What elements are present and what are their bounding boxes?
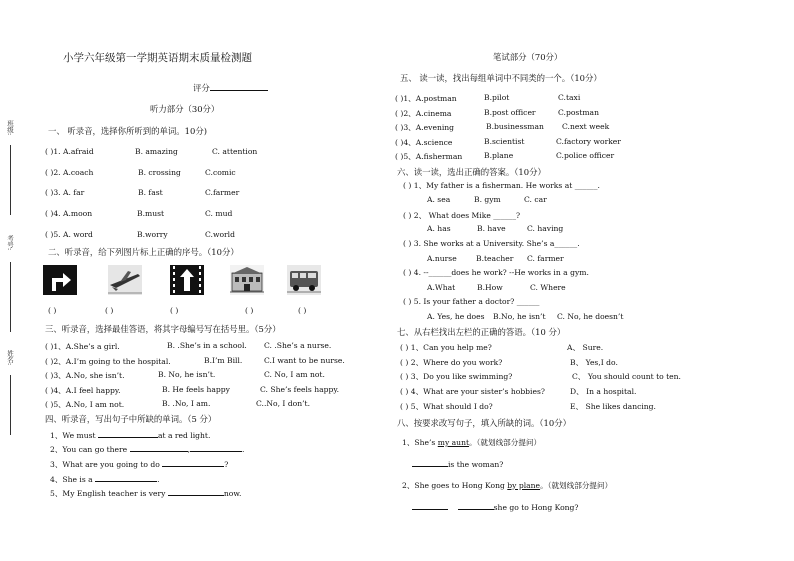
s6-q4-b: B.How bbox=[477, 283, 503, 292]
name-line bbox=[10, 375, 11, 435]
plane-picture bbox=[108, 265, 142, 295]
s3-row-4-b: B. He feels happy bbox=[162, 385, 230, 394]
pic-paren-4: ( ) bbox=[245, 306, 254, 315]
s8-q1-answer: is the woman? bbox=[412, 459, 503, 469]
s3-row-5-c: C..No, I don’t. bbox=[256, 399, 311, 408]
s4-row-3: 3、What are you going to do ? bbox=[50, 460, 229, 469]
bus-picture bbox=[287, 265, 321, 295]
s6-q5-a: A. Yes, he does bbox=[427, 312, 485, 321]
pic-paren-2: ( ) bbox=[105, 306, 114, 315]
s1-row-4-c: C. mud bbox=[205, 209, 233, 218]
section-6-heading: 六、读一读，选出正确的答案。（10分） bbox=[397, 167, 546, 177]
section-3-heading: 三、听录音，选择最佳答语，将其字母编号写在括号里。（5分） bbox=[45, 324, 281, 334]
s1-row-4: ( )4. A.moon bbox=[45, 209, 93, 218]
s6-q2-a: A. has bbox=[427, 224, 451, 233]
s5-row-4: ( )4、A.science bbox=[395, 138, 453, 147]
s7-row-2-left: ( ) 2、Where do you work? bbox=[400, 358, 503, 367]
s6-q2: ( ) 2、 What does Mike ______? bbox=[403, 211, 521, 220]
s3-row-2: ( )2、A.I’m going to the hospital. bbox=[45, 357, 171, 366]
s8-q2-answer: she go to Hong Kong? bbox=[412, 502, 578, 512]
s4-row-2: 2、You can go there , . bbox=[50, 445, 245, 454]
s3-row-5: ( )5、A.No, I am not. bbox=[45, 400, 125, 409]
s6-q3-c: C. farmer bbox=[527, 254, 564, 263]
s8-q1: 1、She’s my aunt。（就划线部分提问） bbox=[402, 438, 542, 447]
s5-row-5-c: C.police officer bbox=[556, 151, 615, 160]
score-text: 评分 bbox=[193, 83, 210, 93]
s3-row-4: ( )4、A.I feel happy. bbox=[45, 386, 121, 395]
section-4-heading: 四、听录音，写出句子中所缺的单词。（5 分） bbox=[45, 414, 217, 424]
s3-row-4-c: C. She’s feels happy. bbox=[260, 385, 340, 394]
building-picture bbox=[230, 265, 264, 295]
s7-row-1-right: A、 Sure. bbox=[567, 343, 604, 352]
s7-row-3-right: C、 You should count to ten. bbox=[572, 372, 681, 381]
class-line bbox=[10, 145, 11, 215]
s5-row-1: ( )1、A.postman bbox=[395, 94, 457, 103]
s6-q1-a: A. sea bbox=[427, 195, 451, 204]
s3-row-3-c: C. No, I am not. bbox=[264, 370, 325, 379]
name-label: 姓名: bbox=[6, 350, 14, 366]
s5-row-3-b: B.businessman bbox=[486, 122, 544, 131]
score-label bbox=[193, 82, 268, 94]
s7-row-1-left: ( ) 1、Can you help me? bbox=[400, 343, 492, 352]
number-label: 考号: bbox=[6, 235, 14, 251]
s6-q4: ( ) 4. --______does he work? --He works in a gym. bbox=[403, 268, 589, 277]
s6-q2-b: B. have bbox=[477, 224, 506, 233]
s1-row-5-c: C.world bbox=[205, 230, 235, 239]
section-5-heading: 五、 读一读，找出每组单词中不同类的一个。（10分） bbox=[400, 73, 602, 83]
s1-row-1-c: C. attention bbox=[212, 147, 258, 156]
s1-row-5-b: B.worry bbox=[137, 230, 168, 239]
s4-row-4: 4、She is a . bbox=[50, 475, 160, 484]
s3-row-5-b: B. .No, I am. bbox=[162, 399, 211, 408]
class-label: 班级: bbox=[6, 120, 14, 136]
section-8-heading: 八、按要求改写句子，填入所缺的词。（10分） bbox=[397, 418, 571, 428]
go-straight-sign-picture bbox=[170, 265, 204, 295]
s3-row-3-b: B. No, he isn’t. bbox=[158, 370, 216, 379]
s1-row-3: ( )3. A. far bbox=[45, 188, 85, 197]
s6-q5-b: B.No, he isn’t bbox=[493, 312, 546, 321]
s5-row-4-b: B.scientist bbox=[484, 137, 525, 146]
s1-row-3-c: C.farmer bbox=[205, 188, 240, 197]
s5-row-1-c: C.taxi bbox=[558, 93, 581, 102]
section-1-heading: 一、 听录音，选择你所听到的单词。10分) bbox=[48, 126, 207, 136]
turn-right-sign-picture bbox=[43, 265, 77, 295]
s1-row-2-b: B. crossing bbox=[138, 168, 181, 177]
s5-row-2: ( )2、A.cinema bbox=[395, 109, 452, 118]
s3-row-2-c: C.I want to be nurse. bbox=[264, 356, 345, 365]
s1-row-4-b: B.must bbox=[137, 209, 165, 218]
s7-row-3-left: ( ) 3、Do you like swimming? bbox=[400, 372, 513, 381]
s6-q1-c: C. car bbox=[524, 195, 547, 204]
listening-heading: 听力部分（30分） bbox=[150, 104, 220, 114]
s5-row-1-b: B.pilot bbox=[484, 93, 510, 102]
s1-row-3-b: B. fast bbox=[138, 188, 163, 197]
s6-q3-b: B.teacher bbox=[476, 254, 514, 263]
s5-row-5: ( )5、A.fisherman bbox=[395, 152, 463, 161]
s6-q5: ( ) 5. Is your father a doctor? ______ bbox=[403, 297, 540, 306]
s6-q3: ( ) 3. She works at a University. She’s a______. bbox=[403, 239, 580, 248]
s3-row-1: ( )1、A.She’s a girl. bbox=[45, 342, 120, 351]
page-title: 小学六年级第一学期英语期末质量检测题 bbox=[63, 52, 252, 64]
s5-row-2-b: B.post officer bbox=[484, 108, 536, 117]
s3-row-1-b: B. .She’s in a school. bbox=[167, 341, 247, 350]
s5-row-3-c: C.next week bbox=[562, 122, 610, 131]
s1-row-2: ( )2. A.coach bbox=[45, 168, 94, 177]
s3-row-2-b: B.I’m Bill. bbox=[204, 356, 243, 365]
s5-row-2-c: C.postman bbox=[558, 108, 599, 117]
s7-row-4-left: ( ) 4、What are your sister’s hobbies? bbox=[400, 387, 545, 396]
s6-q4-c: C. Where bbox=[530, 283, 566, 292]
s6-q5-c: C. No, he doesn’t bbox=[557, 312, 624, 321]
s1-row-1-b: B. amazing bbox=[135, 147, 178, 156]
s6-q1: ( ) 1、My father is a fisherman. He works at ______. bbox=[403, 181, 600, 190]
pic-paren-5: ( ) bbox=[298, 306, 307, 315]
section-2-heading: 二、听录音，给下列图片标上正确的序号。（10分） bbox=[48, 247, 239, 257]
s5-row-5-b: B.plane bbox=[484, 151, 514, 160]
s3-row-3: ( )3、A.No, she isn’t. bbox=[45, 371, 125, 380]
section-7-heading: 七、从右栏找出左栏的正确的答语。（10 分） bbox=[397, 327, 566, 337]
s1-row-2-c: C.comic bbox=[205, 168, 236, 177]
s1-row-1: ( )1. A.afraid bbox=[45, 147, 94, 156]
s5-row-4-c: C.factory worker bbox=[556, 137, 621, 146]
s6-q3-a: A.nurse bbox=[427, 254, 457, 263]
s7-row-5-left: ( ) 5、What should I do? bbox=[400, 402, 493, 411]
written-heading: 笔试部分（70分） bbox=[493, 52, 563, 62]
s6-q2-c: C. having bbox=[527, 224, 564, 233]
s4-row-1: 1、We must at a red light. bbox=[50, 431, 211, 440]
pic-paren-1: ( ) bbox=[48, 306, 57, 315]
s5-row-3: ( )3、A.evening bbox=[395, 123, 455, 132]
s7-row-5-right: E、 She likes dancing. bbox=[570, 402, 656, 411]
s7-row-4-right: D、 In a hospital. bbox=[570, 387, 637, 396]
s4-row-5: 5、My English teacher is very now. bbox=[50, 489, 242, 498]
s1-row-5: ( )5. A. word bbox=[45, 230, 93, 239]
pic-paren-3: ( ) bbox=[170, 306, 179, 315]
s7-row-2-right: B、 Yes,I do. bbox=[570, 358, 618, 367]
s6-q4-a: A.What bbox=[427, 283, 456, 292]
s3-row-1-c: C. .She’s a nurse. bbox=[264, 341, 332, 350]
s8-q2: 2、She goes to Hong Kong by plane。（就划线部分提问） bbox=[402, 481, 613, 490]
s6-q1-b: B. gym bbox=[474, 195, 501, 204]
number-line bbox=[10, 262, 11, 332]
